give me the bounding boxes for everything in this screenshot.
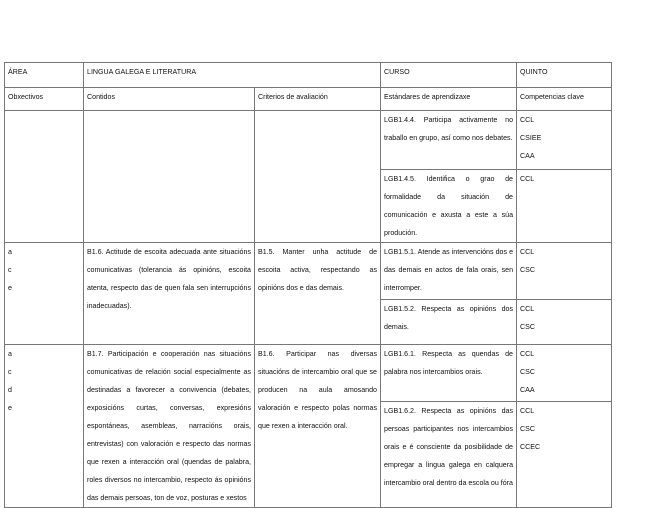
- objective-letter: a: [8, 350, 12, 358]
- content-cell: B1.7. Participación e cooperación nas situacións comunicativas de relación social especialmente as destinadas a favorecer a convivencia (debates, exposicións curtas, conversas, expresións espontáneas, asembleas, narracións orais, entrevistas) con valoración e respecto das normas que rexen a interacción oral (quendas de palabra, roles diversos no intercambio, respecto ás opinións das demais persoas, ton de voz, posturas e xestos: [84, 345, 255, 508]
- header-row-area: [5, 63, 612, 88]
- objective-letter: d: [8, 386, 12, 394]
- objectives-cell: [5, 243, 84, 345]
- competence-code: CAA: [520, 386, 535, 394]
- competence-code: CCEC: [520, 442, 541, 451]
- competences-cell: [517, 345, 612, 402]
- curriculum-table: [4, 62, 612, 508]
- competence-code: CCL: [520, 175, 535, 183]
- objective-letter: a: [8, 248, 12, 256]
- objective-letter: c: [8, 368, 12, 376]
- competences-cell: [517, 300, 612, 345]
- column-header-criteria: Criterios de avaliación: [255, 88, 381, 111]
- competence-code: CSIEE: [520, 134, 542, 142]
- competence-code: CCL: [520, 305, 535, 313]
- standard-cell: LGB1.5.2. Respecta as opinións dos demais.: [381, 300, 517, 345]
- competence-code: CAA: [520, 152, 535, 160]
- standard-cell: LGB1.4.5. Identifica o grao de formalidade da situación de comunicación e axusta a este a súa produción.: [381, 170, 517, 243]
- competence-code: CSC: [520, 368, 535, 376]
- competences-cell: [517, 401, 612, 507]
- objectives-cell: [5, 345, 84, 508]
- column-header-competences: Competencias clave: [517, 88, 612, 111]
- column-header-objectives: Obxectivos: [5, 88, 84, 111]
- table-row: [5, 243, 612, 300]
- header-row-columns: [5, 88, 612, 111]
- content-cell: B1.6. Actitude de escoita adecuada ante situacións comunicativas (tolerancia ás opinións, escoita atenta, respecto das de quen fala sen interrupcións inadecuadas).: [84, 243, 255, 345]
- column-header-standards: Estándares de aprendizaxe: [381, 88, 517, 111]
- criterion-cell: B1.5. Manter unha actitude de escoita activa, respectando as opinións dos e das demais.: [255, 243, 381, 345]
- competences-cell: [517, 170, 612, 243]
- competence-code: CCL: [520, 248, 535, 256]
- competences-cell: [517, 111, 612, 170]
- column-header-contents: Contidos: [84, 88, 255, 111]
- standard-cell: LGB1.4.4. Participa activamente no traballo en grupo, así como nos debates.: [381, 111, 517, 170]
- objectives-cell: [5, 111, 84, 243]
- criterion-cell: B1.6. Participar nas diversas situacións de intercambio oral que se producen na aula amosando valoración e respecto polas normas que rexen a interacción oral.: [255, 345, 381, 508]
- competence-code: CCL: [520, 116, 535, 124]
- competence-code: CSC: [520, 266, 535, 274]
- competence-code: CSC: [520, 323, 535, 331]
- objective-letter: e: [8, 404, 12, 412]
- standard-cell: LGB1.6.1. Respecta as quendas de palabra nos intercambios orais.: [381, 345, 517, 402]
- competence-code: CCL: [520, 406, 535, 415]
- criterion-cell: [255, 111, 381, 243]
- objective-letter: c: [8, 266, 12, 274]
- table-row: [5, 111, 612, 170]
- table-row: [5, 345, 612, 402]
- curso-value: QUINTO: [517, 63, 612, 88]
- competences-cell: [517, 243, 612, 300]
- objective-letter: e: [8, 284, 12, 292]
- area-label: ÁREA: [5, 63, 84, 88]
- standard-cell: LGB1.5.1. Atende as intervencións dos e das demais en actos de fala orais, sen interromper.: [381, 243, 517, 300]
- area-value: LINGUA GALEGA E LITERATURA: [84, 63, 381, 88]
- curso-label: CURSO: [381, 63, 517, 88]
- content-cell: [84, 111, 255, 243]
- competence-code: CSC: [520, 424, 535, 433]
- competence-code: CCL: [520, 350, 535, 358]
- standard-cell: LGB1.6.2. Respecta as opinións das persoas participantes nos intercambios orais e é consciente da posibilidade de empregar a lingua galega en calquera intercambio oral dentro da escola ou fóra: [381, 401, 517, 507]
